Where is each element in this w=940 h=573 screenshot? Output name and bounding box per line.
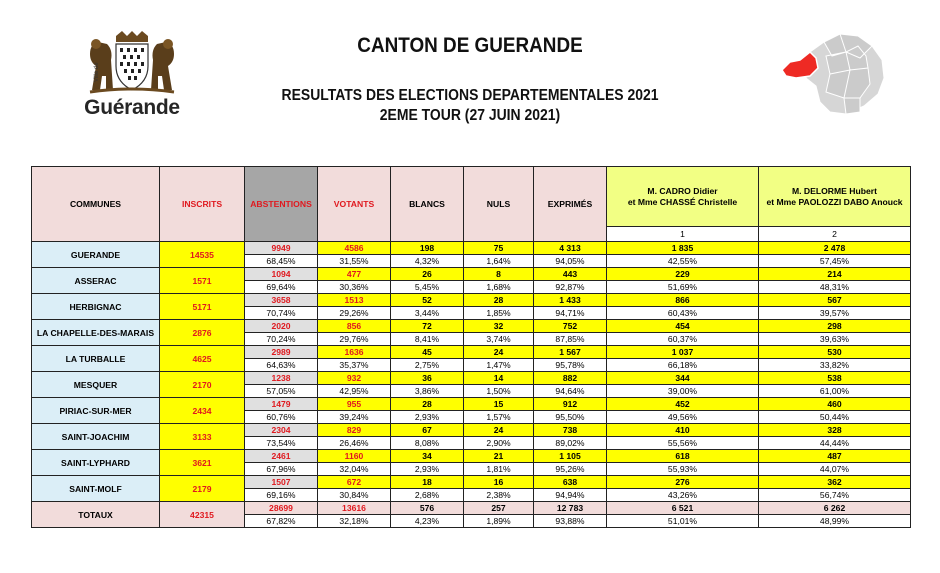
candidate-2-percent: 56,74% — [759, 489, 911, 502]
abstentions-value: 2304 — [245, 424, 318, 437]
nuls-value: 24 — [464, 346, 534, 359]
blancs-value: 34 — [391, 450, 464, 463]
exprimes-value: 1 433 — [534, 294, 607, 307]
candidate-2-line-2: et Mme PAOLOZZI DABO Anouck — [766, 196, 903, 207]
candidate-1-votes: 454 — [607, 320, 759, 333]
exprimes-percent: 95,26% — [534, 463, 607, 476]
exprimes-value: 1 105 — [534, 450, 607, 463]
nuls-value: 14 — [464, 372, 534, 385]
votants-value: 672 — [318, 476, 391, 489]
nuls-percent: 1,89% — [464, 515, 534, 528]
exprimes-percent: 94,05% — [534, 255, 607, 268]
candidate-2-votes: 530 — [759, 346, 911, 359]
col-header-exprimes: EXPRIMÉS — [534, 167, 607, 242]
subtitle-line-1: RESULTATS DES ELECTIONS DEPARTEMENTALES 2021 — [281, 87, 659, 104]
abstentions-percent: 67,96% — [245, 463, 318, 476]
votants-value: 1160 — [318, 450, 391, 463]
blancs-percent: 2,93% — [391, 463, 464, 476]
commune-name: HERBIGNAC — [32, 294, 160, 320]
inscrits-value: 2179 — [160, 476, 245, 502]
votants-value: 13616 — [318, 502, 391, 515]
commune-name: TOTAUX — [32, 502, 160, 528]
blancs-value: 45 — [391, 346, 464, 359]
votants-value: 955 — [318, 398, 391, 411]
exprimes-percent: 92,87% — [534, 281, 607, 294]
exprimes-percent: 87,85% — [534, 333, 607, 346]
commune-name: PIRIAC-SUR-MER — [32, 398, 160, 424]
nuls-percent: 2,38% — [464, 489, 534, 502]
nuls-percent: 1,81% — [464, 463, 534, 476]
candidate-1-percent: 51,01% — [607, 515, 759, 528]
candidate-1-percent: 55,56% — [607, 437, 759, 450]
candidate-2-votes: 487 — [759, 450, 911, 463]
candidate-1-percent: 43,26% — [607, 489, 759, 502]
candidate-2-percent: 50,44% — [759, 411, 911, 424]
candidate-2-percent: 48,99% — [759, 515, 911, 528]
exprimes-percent: 94,71% — [534, 307, 607, 320]
commune-name: ASSERAC — [32, 268, 160, 294]
votants-percent: 29,76% — [318, 333, 391, 346]
candidate-1-votes: 618 — [607, 450, 759, 463]
blancs-percent: 5,45% — [391, 281, 464, 294]
nuls-value: 32 — [464, 320, 534, 333]
candidate-1-votes: 229 — [607, 268, 759, 281]
logo-small-text: Ville de — [94, 62, 100, 82]
inscrits-value: 42315 — [160, 502, 245, 528]
votants-percent: 42,95% — [318, 385, 391, 398]
candidate-2-votes: 567 — [759, 294, 911, 307]
blancs-percent: 8,08% — [391, 437, 464, 450]
votants-value: 1513 — [318, 294, 391, 307]
candidate-2-percent: 61,00% — [759, 385, 911, 398]
candidate-1-number: 1 — [607, 227, 759, 242]
votants-value: 477 — [318, 268, 391, 281]
commune-name: SAINT-MOLF — [32, 476, 160, 502]
nuls-value: 24 — [464, 424, 534, 437]
inscrits-value: 2434 — [160, 398, 245, 424]
votants-percent: 30,36% — [318, 281, 391, 294]
candidate-1-percent: 51,69% — [607, 281, 759, 294]
candidate-2-percent: 33,82% — [759, 359, 911, 372]
col-header-votants: VOTANTS — [318, 167, 391, 242]
blancs-percent: 4,23% — [391, 515, 464, 528]
exprimes-percent: 94,94% — [534, 489, 607, 502]
nuls-percent: 1,50% — [464, 385, 534, 398]
abstentions-percent: 68,45% — [245, 255, 318, 268]
candidate-1-percent: 39,00% — [607, 385, 759, 398]
exprimes-value: 443 — [534, 268, 607, 281]
candidate-1-percent: 60,37% — [607, 333, 759, 346]
commune-name: SAINT-JOACHIM — [32, 424, 160, 450]
candidate-1-votes: 1 835 — [607, 242, 759, 255]
abstentions-value: 1094 — [245, 268, 318, 281]
exprimes-percent: 95,50% — [534, 411, 607, 424]
col-header-abstentions: ABSTENTIONS — [245, 167, 318, 242]
exprimes-value: 912 — [534, 398, 607, 411]
nuls-value: 8 — [464, 268, 534, 281]
nuls-value: 28 — [464, 294, 534, 307]
blancs-percent: 2,93% — [391, 411, 464, 424]
blancs-percent: 3,44% — [391, 307, 464, 320]
abstentions-percent: 70,74% — [245, 307, 318, 320]
col-header-communes: COMMUNES — [32, 167, 160, 242]
abstentions-value: 1479 — [245, 398, 318, 411]
candidate-2-percent: 44,44% — [759, 437, 911, 450]
candidate-2-votes: 214 — [759, 268, 911, 281]
candidate-1-votes: 866 — [607, 294, 759, 307]
exprimes-value: 882 — [534, 372, 607, 385]
blancs-value: 72 — [391, 320, 464, 333]
exprimes-value: 12 783 — [534, 502, 607, 515]
col-header-inscrits: INSCRITS — [160, 167, 245, 242]
inscrits-value: 2876 — [160, 320, 245, 346]
abstentions-value: 2989 — [245, 346, 318, 359]
candidate-1-votes: 1 037 — [607, 346, 759, 359]
nuls-percent: 1,57% — [464, 411, 534, 424]
inscrits-value: 4625 — [160, 346, 245, 372]
col-header-blancs: BLANCS — [391, 167, 464, 242]
nuls-value: 15 — [464, 398, 534, 411]
abstentions-value: 28699 — [245, 502, 318, 515]
candidate-2-votes: 362 — [759, 476, 911, 489]
abstentions-percent: 64,63% — [245, 359, 318, 372]
blancs-percent: 8,41% — [391, 333, 464, 346]
blancs-percent: 3,86% — [391, 385, 464, 398]
votants-value: 1636 — [318, 346, 391, 359]
votants-percent: 29,26% — [318, 307, 391, 320]
abstentions-value: 1507 — [245, 476, 318, 489]
candidate-2-percent: 44,07% — [759, 463, 911, 476]
logo-name: Guérande — [84, 96, 180, 119]
votants-value: 829 — [318, 424, 391, 437]
votants-percent: 39,24% — [318, 411, 391, 424]
nuls-percent: 1,47% — [464, 359, 534, 372]
col-header-candidate-1 — [607, 167, 759, 227]
nuls-percent: 2,90% — [464, 437, 534, 450]
abstentions-value: 9949 — [245, 242, 318, 255]
votants-percent: 32,18% — [318, 515, 391, 528]
votants-value: 932 — [318, 372, 391, 385]
commune-name: MESQUER — [32, 372, 160, 398]
abstentions-percent: 73,54% — [245, 437, 318, 450]
candidate-1-line-2: et Mme CHASSÉ Christelle — [627, 196, 738, 207]
abstentions-percent: 67,82% — [245, 515, 318, 528]
blancs-value: 198 — [391, 242, 464, 255]
candidate-2-votes: 460 — [759, 398, 911, 411]
candidate-2-line-1: M. DELORME Hubert — [792, 185, 877, 196]
col-header-candidate-2 — [759, 167, 911, 227]
nuls-percent: 1,68% — [464, 281, 534, 294]
blancs-percent: 4,32% — [391, 255, 464, 268]
blancs-value: 576 — [391, 502, 464, 515]
nuls-percent: 1,64% — [464, 255, 534, 268]
candidate-1-percent: 60,43% — [607, 307, 759, 320]
nuls-percent: 3,74% — [464, 333, 534, 346]
blancs-value: 18 — [391, 476, 464, 489]
blancs-value: 28 — [391, 398, 464, 411]
exprimes-percent: 95,78% — [534, 359, 607, 372]
nuls-value: 257 — [464, 502, 534, 515]
candidate-2-percent: 39,57% — [759, 307, 911, 320]
votants-percent: 32,04% — [318, 463, 391, 476]
candidate-1-votes: 410 — [607, 424, 759, 437]
votants-value: 4586 — [318, 242, 391, 255]
candidate-1-percent: 42,55% — [607, 255, 759, 268]
inscrits-value: 3133 — [160, 424, 245, 450]
blancs-percent: 2,68% — [391, 489, 464, 502]
candidate-1-percent: 66,18% — [607, 359, 759, 372]
exprimes-percent: 89,02% — [534, 437, 607, 450]
candidate-1-votes: 276 — [607, 476, 759, 489]
inscrits-value: 5171 — [160, 294, 245, 320]
nuls-value: 16 — [464, 476, 534, 489]
candidate-2-percent: 39,63% — [759, 333, 911, 346]
inscrits-value: 1571 — [160, 268, 245, 294]
canton-location-map — [770, 30, 890, 130]
candidate-1-votes: 344 — [607, 372, 759, 385]
nuls-value: 75 — [464, 242, 534, 255]
candidate-2-percent: 57,45% — [759, 255, 911, 268]
col-header-nuls: NULS — [464, 167, 534, 242]
abstentions-value: 3658 — [245, 294, 318, 307]
nuls-value: 21 — [464, 450, 534, 463]
abstentions-percent: 57,05% — [245, 385, 318, 398]
candidate-1-percent: 49,56% — [607, 411, 759, 424]
candidate-2-votes: 328 — [759, 424, 911, 437]
candidate-2-votes: 538 — [759, 372, 911, 385]
abstentions-value: 2461 — [245, 450, 318, 463]
exprimes-value: 1 567 — [534, 346, 607, 359]
inscrits-value: 3621 — [160, 450, 245, 476]
votants-percent: 31,55% — [318, 255, 391, 268]
results-table — [31, 166, 911, 528]
exprimes-value: 4 313 — [534, 242, 607, 255]
blancs-value: 26 — [391, 268, 464, 281]
inscrits-value: 14535 — [160, 242, 245, 268]
abstentions-value: 1238 — [245, 372, 318, 385]
commune-name: LA TURBALLE — [32, 346, 160, 372]
exprimes-percent: 93,88% — [534, 515, 607, 528]
abstentions-percent: 70,24% — [245, 333, 318, 346]
candidate-2-votes: 2 478 — [759, 242, 911, 255]
abstentions-value: 2020 — [245, 320, 318, 333]
candidate-2-votes: 6 262 — [759, 502, 911, 515]
candidate-1-percent: 55,93% — [607, 463, 759, 476]
candidate-2-percent: 48,31% — [759, 281, 911, 294]
page-title: CANTON DE GUERANDE — [357, 34, 583, 57]
nuls-percent: 1,85% — [464, 307, 534, 320]
abstentions-percent: 69,64% — [245, 281, 318, 294]
blancs-value: 52 — [391, 294, 464, 307]
candidate-1-line-1: M. CADRO Didier — [647, 185, 718, 196]
blancs-value: 67 — [391, 424, 464, 437]
exprimes-percent: 94,64% — [534, 385, 607, 398]
commune-name: GUERANDE — [32, 242, 160, 268]
exprimes-value: 752 — [534, 320, 607, 333]
votants-percent: 30,84% — [318, 489, 391, 502]
votants-value: 856 — [318, 320, 391, 333]
candidate-2-votes: 298 — [759, 320, 911, 333]
exprimes-value: 738 — [534, 424, 607, 437]
inscrits-value: 2170 — [160, 372, 245, 398]
blancs-percent: 2,75% — [391, 359, 464, 372]
exprimes-value: 638 — [534, 476, 607, 489]
candidate-1-votes: 452 — [607, 398, 759, 411]
blancs-value: 36 — [391, 372, 464, 385]
candidate-1-votes: 6 521 — [607, 502, 759, 515]
abstentions-percent: 60,76% — [245, 411, 318, 424]
commune-name: LA CHAPELLE-DES-MARAIS — [32, 320, 160, 346]
page-subtitle — [245, 86, 695, 126]
votants-percent: 26,46% — [318, 437, 391, 450]
abstentions-percent: 69,16% — [245, 489, 318, 502]
commune-name: SAINT-LYPHARD — [32, 450, 160, 476]
subtitle-line-2: 2EME TOUR (27 JUIN 2021) — [379, 107, 561, 124]
results-body — [32, 242, 911, 528]
candidate-2-number: 2 — [759, 227, 911, 242]
votants-percent: 35,37% — [318, 359, 391, 372]
